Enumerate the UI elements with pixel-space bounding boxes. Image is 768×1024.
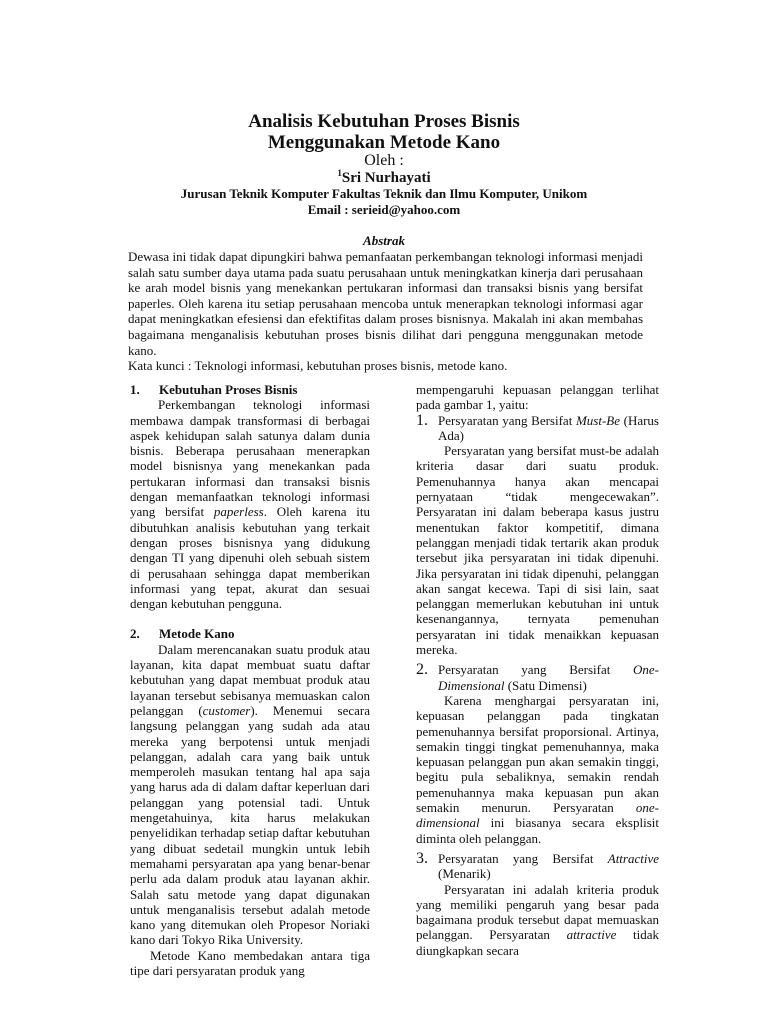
list-item-3-number: 3. bbox=[416, 849, 428, 867]
list-item-1 bbox=[416, 413, 659, 444]
list-item-1-body: Persyaratan yang bersifat must-be adalah kriteria dasar dari suatu produk. Pemenuhannya hanya akan mencapai pernyataan “tidak mengecewakan”. Persyaratan ini dalam beberapa kasus justru menentukan faktor kompetitif, dimana pelanggan menjadi tidak tertarik akan produk tersebut jika persyaratan ini tidak dipenuhi. Jika persyaratan ini tidak dipenuhi, pelanggan akan sangat kecewa. Tapi di sisi lain, saat pelanggan memerlukan kebutuhan ini untuk kesenangannya, ternyata pemenuhan persyaratan ini tidak menaikkan kepuasan mereka. bbox=[416, 443, 659, 658]
abstract-heading: Abstrak bbox=[363, 233, 405, 248]
list-item-2-number: 2. bbox=[416, 661, 428, 679]
section-2-title: Metode Kano bbox=[159, 626, 235, 642]
left-column bbox=[130, 382, 370, 978]
author-name: Sri Nurhayati bbox=[341, 170, 431, 186]
affiliation: Jurusan Teknik Komputer Fakultas Teknik dan Ilmu Komputer, Unikom bbox=[180, 186, 588, 201]
list-item-2 bbox=[416, 662, 659, 693]
section-2-paragraph-2: Metode Kano membedakan antara tiga tipe dari persyaratan produk yang bbox=[130, 947, 370, 978]
email: Email : serieid@yahoo.com bbox=[307, 202, 461, 217]
list-item-1-label: Persyaratan yang Bersifat Must-Be (Harus Ada) bbox=[438, 412, 659, 443]
author bbox=[0, 170, 768, 187]
abstract-keywords: Kata kunci : Teknologi informasi, kebutuhan proses bisnis, metode kano. bbox=[128, 358, 508, 374]
abstract-body: Dewasa ini tidak dapat dipungkiri bahwa pemanfaatan perkembangan teknologi informasi menjadi salah satu sumber daya utama pada suatu perusahaan untuk meningkatkan kinerja dari perusahaan ke arah model bisnis yang menekankan pertukaran informasi dan transaksi bisnis yang bersifat paperles. Oleh karena itu setiap perusahaan mencoba untuk menerapkan teknologi informasi agar dapat meningkatkan efesiensi dan efektifitas dalam proses bisnisnya. Makalah ini akan membahas bagaimana menganalisis kebutuhan proses bisnis dilihat dari pengguna menggunakan metode kano. bbox=[128, 249, 643, 358]
paper-title-line-2: Menggunakan Metode Kano bbox=[267, 132, 501, 153]
section-1-paragraph: Perkembangan teknologi informasi membawa dampak transformasi di berbagai aspek kehidupan salah satunya dalam dunia bisnis. Beberapa perusahaan menerapkan model bisnisnya yang menekankan pada pertukaran informasi dan transaksi bisnis dengan memanfaatkan teknologi informasi yang bersifat paperless. Oleh karena itu dibutuhkan analisis kebutuhan yang terkait dengan proses bisnisnya yang didukung dengan TI yang dipenuhi oleh sebuah sistem di perusahaan sehingga dapat memberikan informasi yang tepat, akurat dan sesuai dengan kebutuhan pengguna. bbox=[130, 397, 371, 612]
section-2-heading bbox=[130, 626, 370, 641]
section-2-number: 2. bbox=[130, 626, 140, 642]
section-1-number: 1. bbox=[130, 382, 140, 397]
list-item-3-body: Persyaratan ini adalah kriteria produk yang memiliki pengaruh yang besar pada bagaimana produk tersebut dapat memuaskan pelanggan. Persyaratan attractive tidak diungkapkan secara bbox=[416, 881, 660, 958]
paper-title-line-1: Analisis Kebutuhan Proses Bisnis bbox=[248, 111, 520, 132]
right-column bbox=[416, 382, 659, 958]
list-item-2-label: Persyaratan yang Bersifat One-Dimensional (Satu Dimensi) bbox=[438, 662, 660, 693]
oleh-label: Oleh : bbox=[364, 152, 404, 169]
list-item-1-number: 1. bbox=[416, 411, 428, 429]
list-item-2-body: Karena menghargai persyaratan ini, kepuasan pelanggan pada tingkatan pemenuhannya bersifat proporsional. Artinya, semakin tinggi tingkat pemenuhannya, maka kepuasan pelanggan pun akan semakin tinggi, begitu pula sebaliknya, semakin rendah pemenuhannya maka kepuasan pun akan semakin menurun. Persyaratan one-dimensional ini biasanya secara eksplisit diminta oleh pelanggan. bbox=[416, 692, 659, 846]
list-item-3-label: Persyaratan yang Bersifat Attractive (Menarik) bbox=[438, 850, 660, 882]
abstract bbox=[128, 249, 643, 374]
list-item-3 bbox=[416, 851, 659, 882]
section-1-heading bbox=[130, 382, 370, 397]
section-1-title: Kebutuhan Proses Bisnis bbox=[159, 382, 298, 397]
section-2-paragraph-1: Dalam merencanakan suatu produk atau layanan, kita dapat membuat suatu daftar kebutuhan yang dapat membuat produk atau layanan tersebut sebisanya memuaskan calon pelanggan (customer). Menemui secara langsung pelanggan yang sudah ada atau mereka yang berpotensi untuk menjadi pelanggan, adalah cara yang baik untuk memperoleh masukan tentang hal apa saja yang harus ada di dalam daftar keperluan dari pelanggan yang potensial tadi. Untuk mengetahuinya, kita harus melakukan penyelidikan terhadap setiap daftar kebutuhan yang dibuat sedetail mungkin untuk lebih memahami persyaratan apa yang benar-benar perlu ada dalam produk atau layanan akhir. Salah satu metode yang dapat digunakan untuk menganalisis tersebut adalah metode kano yang ditemukan oleh Propesor Noriaki kano dari Tokyo Rika University. bbox=[130, 641, 370, 948]
right-column-intro: mempengaruhi kepuasan pelanggan terlihat pada gambar 1, yaitu: bbox=[416, 382, 659, 413]
author-superscript: 1 bbox=[337, 168, 342, 178]
